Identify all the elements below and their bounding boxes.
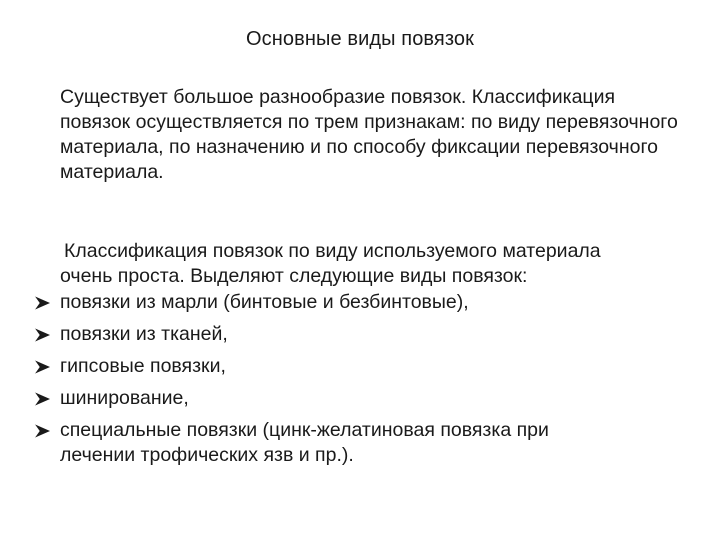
- classification-paragraph: [60, 239, 700, 289]
- list-item-text: специальные повязки (цинк-желатиновая повязка при лечении трофических язв и пр.).: [60, 419, 549, 466]
- list-item-text: повязки из тканей,: [60, 323, 228, 345]
- arrow-check-bullet-icon: [33, 386, 60, 411]
- arrow-check-bullet-icon: [33, 322, 60, 347]
- classification-line-1: Классификация повязок по виду используемого материала: [64, 240, 601, 262]
- list-item: [33, 418, 693, 468]
- intro-paragraph: Существует большое разнообразие повязок. Классификация повязок осуществляется по трем признакам: по виду перевязочного материала, по назначению и по способу фиксации перевязочного материала.: [60, 86, 678, 183]
- list-item: [33, 290, 693, 315]
- list-item-text: шинирование,: [60, 387, 189, 409]
- list-item-text: гипсовые повязки,: [60, 355, 226, 377]
- bandage-types-list: [33, 290, 693, 468]
- list-item: [33, 386, 693, 411]
- list-item: [33, 354, 693, 379]
- classification-line-2: очень проста. Выделяют следующие виды повязок:: [60, 265, 528, 287]
- list-item: [33, 322, 693, 347]
- arrow-check-bullet-icon: [33, 418, 60, 443]
- slide-title: Основные виды повязок: [246, 28, 474, 50]
- arrow-check-bullet-icon: [33, 354, 60, 379]
- arrow-check-bullet-icon: [33, 290, 60, 315]
- list-item-text: повязки из марли (бинтовые и безбинтовые),: [60, 291, 469, 313]
